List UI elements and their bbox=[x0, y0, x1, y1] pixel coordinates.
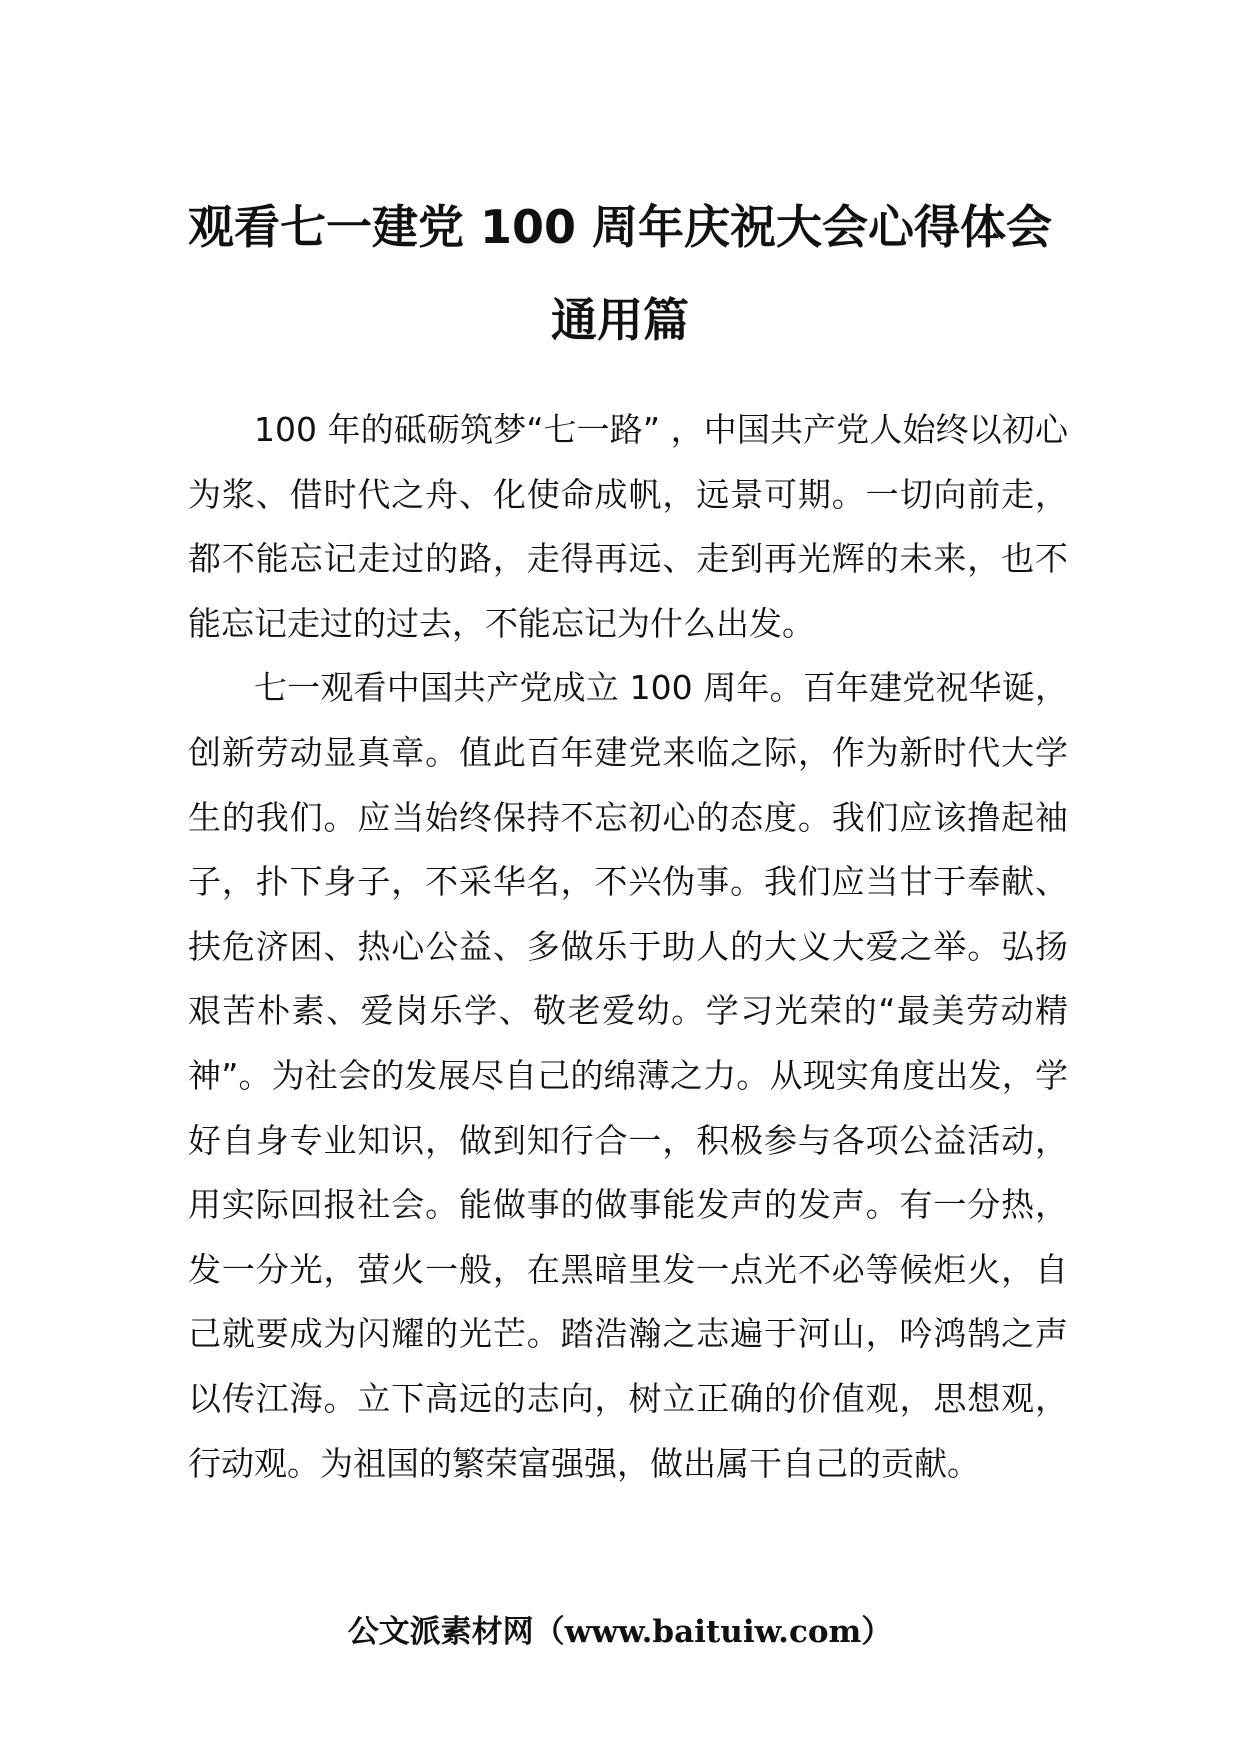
document-body bbox=[188, 398, 1068, 1496]
page-subtitle: 通用篇 bbox=[551, 293, 689, 347]
paragraph-2: 七一观看中国共产党成立 100 周年。百年建党祝华诞，创新劳动显真章。值此百年建党来临之际，作为新时代大学生的我们。应当始终保持不忘初心的态度。我们应该撸起袖子，扑下身子，不采华名，不兴伪事。我们应当甘于奉献、扶危济困、热心公益、多做乐于助人的大义大爱之举。弘扬艰苦朴素、爱岗乐学、敬老爱幼。学习光荣的“最美劳动精神”。为社会的发展尽自己的绵薄之力。从现实角度出发，学好自身专业知识，做到知行合一，积极参与各项公益活动，用实际回报社会。能做事的做事能发声的发声。有一分热，发一分光，萤火一般，在黑暗里发一点光不必等候炬火，自己就要成为闪耀的光芒。踏浩瀚之志遍于河山，吟鸿鹄之声以传江海。立下高远的志向，树立正确的价值观，思想观，行动观。为祖国的繁荣富强强，做出属干自己的贡献。 bbox=[188, 668, 1068, 1483]
page-title: 观看七一建党 100 周年庆祝大会心得体会 bbox=[187, 200, 1053, 254]
footer-source: 公文派素材网（www.baituiw.com） bbox=[347, 1614, 893, 1650]
paragraph-1: 100 年的砥砺筑梦“七一路” ，中国共产党人始终以初心为浆、借时代之舟、化使命成帆，远景可期。一切向前走，都不能忘记走过的路，走得再远、走到再光辉的未来，也不能忘记走过的过去，不能忘记为什么出发。 bbox=[188, 410, 1068, 643]
